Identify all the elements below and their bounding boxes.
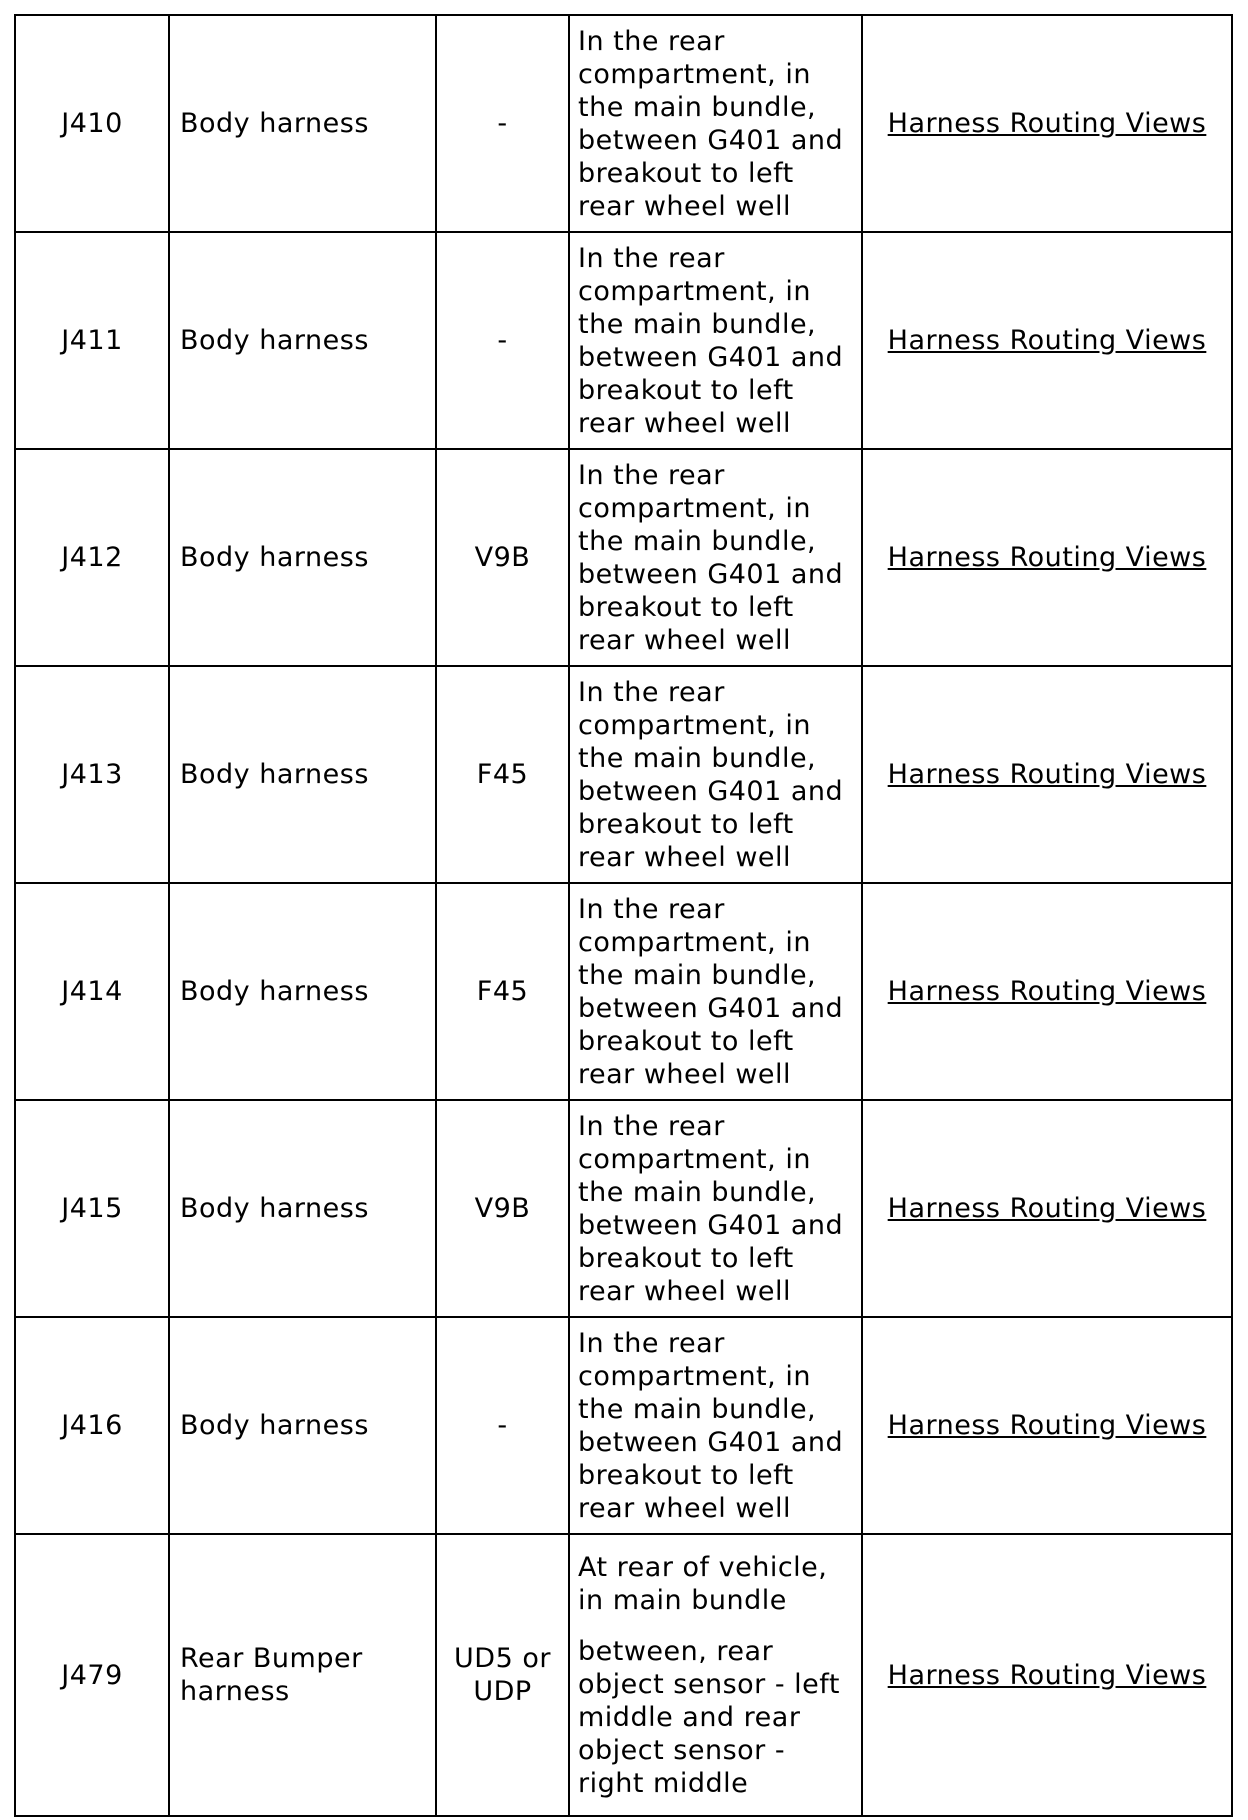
splice-id-cell: J413 — [15, 666, 169, 883]
harness-cell: Body harness — [169, 15, 436, 232]
harness-routing-views-link[interactable]: Harness Routing Views — [887, 542, 1207, 573]
harness-routing-views-link[interactable]: Harness Routing Views — [887, 759, 1207, 790]
location-text: In the rear compartment, in the main bundle, between G401 and breakout to left rear wheel well — [578, 1327, 844, 1524]
option-code-cell: V9B — [436, 1100, 569, 1317]
splice-id-cell: J415 — [15, 1100, 169, 1317]
location-cell — [569, 883, 862, 1100]
table-row — [15, 15, 1232, 232]
link-cell — [862, 232, 1232, 449]
splice-table-container — [14, 14, 1231, 1817]
link-cell — [862, 449, 1232, 666]
link-cell — [862, 883, 1232, 1100]
location-text: In the rear compartment, in the main bundle, between G401 and breakout to left rear wheel well — [578, 1110, 844, 1307]
harness-cell: Body harness — [169, 883, 436, 1100]
table-row — [15, 1534, 1232, 1816]
harness-routing-views-link[interactable]: Harness Routing Views — [887, 1193, 1207, 1224]
option-code-cell: UD5 or UDP — [436, 1534, 569, 1816]
splice-id-cell: J479 — [15, 1534, 169, 1816]
table-row — [15, 449, 1232, 666]
table-row — [15, 666, 1232, 883]
harness-routing-views-link[interactable]: Harness Routing Views — [887, 1410, 1207, 1441]
location-text: In the rear compartment, in the main bundle, between G401 and breakout to left rear wheel well — [578, 459, 844, 656]
harness-routing-views-link[interactable]: Harness Routing Views — [887, 1659, 1207, 1691]
harness-routing-views-link[interactable]: Harness Routing Views — [887, 325, 1207, 356]
option-code-cell: F45 — [436, 883, 569, 1100]
harness-cell: Body harness — [169, 449, 436, 666]
option-code-cell: V9B — [436, 449, 569, 666]
harness-routing-views-link[interactable]: Harness Routing Views — [887, 976, 1207, 1007]
location-cell — [569, 449, 862, 666]
option-code-cell: F45 — [436, 666, 569, 883]
option-code-cell: - — [436, 15, 569, 232]
splice-id-cell: J411 — [15, 232, 169, 449]
location-cell — [569, 666, 862, 883]
option-code-cell: - — [436, 232, 569, 449]
location-cell — [569, 1100, 862, 1317]
table-row — [15, 1317, 1232, 1534]
location-text: In the rear compartment, in the main bundle, between G401 and breakout to left rear wheel well — [578, 242, 844, 439]
location-text: between, rear object sensor - left middle and rear object sensor - right middle — [578, 1635, 840, 1799]
location-cell — [569, 1317, 862, 1534]
location-cell — [569, 15, 862, 232]
splice-location-table — [14, 14, 1233, 1817]
location-text: In the rear compartment, in the main bundle, between G401 and breakout to left rear wheel well — [578, 25, 844, 222]
harness-cell: Rear Bumper harness — [169, 1534, 436, 1816]
link-cell — [862, 666, 1232, 883]
table-row — [15, 1100, 1232, 1317]
location-text: At rear of vehicle, in main bundle — [578, 1551, 828, 1616]
link-cell — [862, 1317, 1232, 1534]
location-text: In the rear compartment, in the main bundle, between G401 and breakout to left rear wheel well — [578, 676, 844, 873]
harness-cell: Body harness — [169, 1317, 436, 1534]
location-cell — [569, 232, 862, 449]
location-cell — [569, 1534, 862, 1816]
splice-id-cell: J414 — [15, 883, 169, 1100]
link-cell — [862, 1100, 1232, 1317]
table-row — [15, 232, 1232, 449]
link-cell — [862, 1534, 1232, 1816]
table-row — [15, 883, 1232, 1100]
harness-cell: Body harness — [169, 232, 436, 449]
link-cell — [862, 15, 1232, 232]
splice-id-cell: J412 — [15, 449, 169, 666]
harness-routing-views-link[interactable]: Harness Routing Views — [887, 108, 1207, 139]
splice-id-cell: J416 — [15, 1317, 169, 1534]
splice-id-cell: J410 — [15, 15, 169, 232]
harness-cell: Body harness — [169, 1100, 436, 1317]
location-text: In the rear compartment, in the main bundle, between G401 and breakout to left rear wheel well — [578, 893, 844, 1090]
harness-cell: Body harness — [169, 666, 436, 883]
option-code-cell: - — [436, 1317, 569, 1534]
